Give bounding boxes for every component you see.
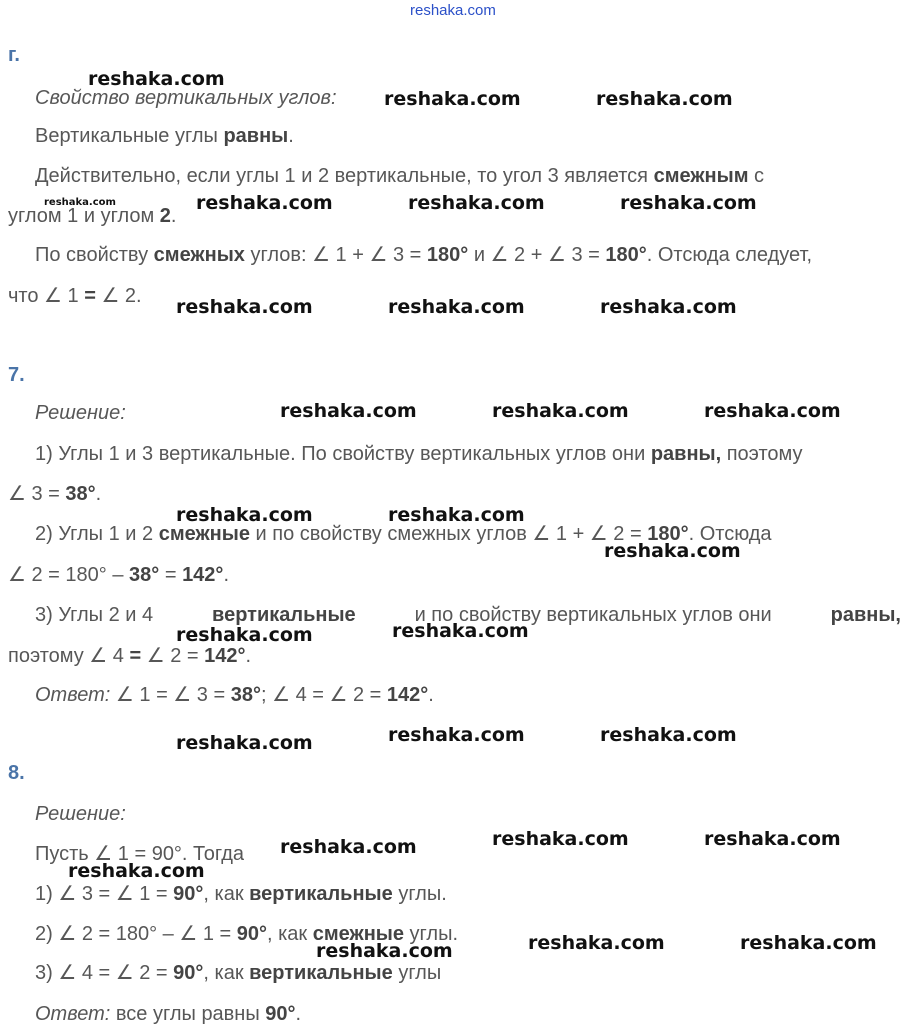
text: углом 1 и углом xyxy=(8,205,160,227)
text: углы. xyxy=(403,923,458,945)
bold-text: равны, xyxy=(830,604,901,626)
bold-text: равны xyxy=(223,125,289,147)
bold-text: смежным xyxy=(653,165,749,187)
bold-text: 142° xyxy=(182,564,224,586)
watermark: reshaka.com xyxy=(316,940,453,962)
text: все углы равны xyxy=(110,1003,266,1025)
text: , как xyxy=(203,962,250,984)
watermark: reshaka.com xyxy=(600,296,737,318)
watermark: reshaka.com xyxy=(280,400,417,422)
watermark: reshaka.com xyxy=(88,68,225,90)
bold-text: 2 xyxy=(159,205,171,227)
text: ∠ 3 = xyxy=(8,483,66,505)
text: поэтому xyxy=(721,443,803,465)
bold-text: равны, xyxy=(650,443,722,465)
watermark: reshaka.com xyxy=(176,732,313,754)
bold-text: 90° xyxy=(236,923,267,945)
text: ∠ 2 = 180° – xyxy=(8,564,130,586)
bold-text: 38° xyxy=(65,483,96,505)
text: углы xyxy=(392,962,442,984)
watermark: reshaka.com xyxy=(596,88,733,110)
bold-text: 180° xyxy=(605,244,647,266)
text: углов: ∠ 1 + ∠ 3 = xyxy=(244,244,427,266)
section-7-step3b xyxy=(8,644,251,668)
watermark: reshaka.com xyxy=(280,836,417,858)
bold-text: = xyxy=(84,285,96,307)
text: ∠ 2 = xyxy=(141,645,205,667)
text: ∠ 1 = ∠ 3 = xyxy=(110,684,231,706)
section-7-heading: Решение: xyxy=(35,402,126,424)
watermark: reshaka.com xyxy=(392,620,529,642)
bold-text: вертикальные xyxy=(249,962,393,984)
text: . Отсюда xyxy=(688,523,772,545)
text: углы. xyxy=(392,883,447,905)
bold-text: вертикальные xyxy=(212,604,356,626)
section-8-heading: Решение: xyxy=(35,803,126,825)
section-7-step1b xyxy=(8,482,101,506)
watermark: reshaka.com xyxy=(176,504,313,526)
section-7-step2b xyxy=(8,563,229,587)
text: По свойству xyxy=(35,244,154,266)
text: . Отсюда следует, xyxy=(646,244,813,266)
text: . xyxy=(288,125,294,147)
bold-text: = xyxy=(129,645,142,667)
section-g-p2a xyxy=(35,164,903,188)
section-7-answer xyxy=(35,683,434,707)
watermark: reshaka.com xyxy=(388,724,525,746)
watermark: reshaka.com xyxy=(176,296,313,318)
watermark: reshaka.com xyxy=(384,88,521,110)
text: Действительно, если углы 1 и 2 вертикальные, то угол 3 является xyxy=(35,165,654,187)
text: что ∠ 1 xyxy=(8,285,85,307)
text: 3) Углы 2 и 4 xyxy=(35,604,154,626)
section-g-p3a xyxy=(35,243,812,267)
watermark: reshaka.com xyxy=(620,192,757,214)
text: 2) ∠ 2 = 180° – ∠ 1 = xyxy=(35,923,237,945)
watermark: reshaka.com xyxy=(176,624,313,646)
watermark: reshaka.com xyxy=(492,400,629,422)
site-link[interactable]: reshaka.com xyxy=(410,2,496,19)
bold-text: вертикальные xyxy=(249,883,393,905)
bold-text: 180° xyxy=(647,523,689,545)
bold-text: 90° xyxy=(173,883,204,905)
text: . xyxy=(223,564,229,586)
section-8-step1 xyxy=(35,882,447,906)
text: поэтому ∠ 4 xyxy=(8,645,130,667)
bold-text: 38° xyxy=(129,564,160,586)
section-g-number: г. xyxy=(8,44,20,66)
text: . xyxy=(170,205,177,227)
text: . xyxy=(428,684,434,706)
text: ∠ 2. xyxy=(95,285,142,307)
text: и по свойству вертикальных углов они xyxy=(414,604,772,626)
text: = xyxy=(159,564,183,586)
watermark: reshaka.com xyxy=(492,828,629,850)
text: 2) Углы 1 и 2 xyxy=(35,523,159,545)
watermark: reshaka.com xyxy=(704,400,841,422)
section-g-p1 xyxy=(35,124,294,148)
watermark: reshaka.com xyxy=(196,192,333,214)
watermark: reshaka.com xyxy=(388,296,525,318)
watermark: reshaka.com xyxy=(740,932,877,954)
text: ; ∠ 4 = ∠ 2 = xyxy=(260,684,387,706)
bold-text: 180° xyxy=(426,244,469,266)
text: , как xyxy=(267,923,313,945)
text: и по свойству смежных углов ∠ 1 + ∠ 2 = xyxy=(249,523,648,545)
text: , как xyxy=(203,883,250,905)
text: . xyxy=(295,1003,302,1025)
bold-text: 90° xyxy=(173,962,204,984)
bold-text: 90° xyxy=(265,1003,296,1025)
section-8-step3 xyxy=(35,961,441,985)
watermark: reshaka.com xyxy=(68,860,205,882)
answer-label: Ответ: xyxy=(35,684,111,706)
section-8-answer xyxy=(35,1002,301,1026)
text: 3) ∠ 4 = ∠ 2 = xyxy=(35,962,174,984)
bold-text: смежных xyxy=(153,244,245,266)
section-7-step1a xyxy=(35,442,802,466)
section-8-intro: Пусть ∠ 1 = 90°. Тогда xyxy=(35,843,245,865)
bold-text: смежные xyxy=(158,523,250,545)
answer-label: Ответ: xyxy=(35,1003,111,1025)
section-7-number: 7. xyxy=(8,364,25,386)
watermark: reshaka.com xyxy=(408,192,545,214)
text: 1) ∠ 3 = ∠ 1 = xyxy=(35,883,174,905)
watermark: reshaka.com xyxy=(528,932,665,954)
section-8-number: 8. xyxy=(8,762,25,784)
section-g-p3b xyxy=(8,284,142,308)
bold-text: 142° xyxy=(204,645,246,667)
bold-text: 142° xyxy=(386,684,429,706)
text: . xyxy=(245,645,252,667)
section-g-heading: Свойство вертикальных углов: xyxy=(35,87,337,109)
text: с xyxy=(748,165,765,187)
watermark: reshaka.com xyxy=(600,724,737,746)
watermark: reshaka.com xyxy=(604,540,741,562)
watermark: reshaka.com xyxy=(388,504,525,526)
text: 1) Углы 1 и 3 вертикальные. По свойству вертикальных углов они xyxy=(35,443,651,465)
bold-text: смежные xyxy=(312,923,404,945)
watermark: reshaka.com xyxy=(704,828,841,850)
text: . xyxy=(95,483,102,505)
text: и ∠ 2 + ∠ 3 = xyxy=(468,244,606,266)
watermark-small: reshaka.com xyxy=(44,197,116,208)
bold-text: 38° xyxy=(230,684,261,706)
text: Вертикальные углы xyxy=(35,125,224,147)
